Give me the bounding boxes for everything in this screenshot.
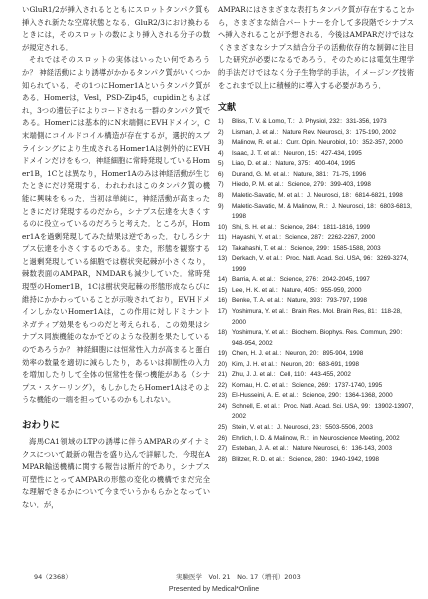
reference-number: 19) [218,350,228,358]
closing-paragraph: 海馬CA1領域のLTPの誘導に伴うAMPARのダイナミクスについて最新の報告を盛り込んで詳解した．今現在AMPAR輸送機構に関する報告は断片的であり，シナプス可塑性にとってAMPARの形態の変化の機構でまだ完全な理解できるかについて今までいうかもらかとなっていない．が， [22,437,210,509]
reference-text: Liao, D. et al.：Nature, 375：400-404, 1995 [232,160,356,168]
reference-list [218,117,414,465]
section-heading: おわりに [22,420,61,431]
reference-item [218,455,414,466]
reference-number: 22) [218,381,228,389]
reference-text: Derkach, V. et al.：Proc. Natl. Acad. Sci. USA, 96：3269-3274, 1999 [232,255,409,273]
reference-text: Hayashi, Y. et al.：Science, 287：2262-2267, 2000 [232,234,376,242]
reference-text: Zhu, J. J. et al.：Cell, 110：443-455, 2002 [232,371,351,379]
reference-text: Blitzer, R. D. et al.：Science, 280：1940-1942, 1998 [232,455,380,463]
reference-item [218,307,414,328]
reference-text: Ehrlich, I. D. & Malinow, R.：in Neuroscience Meeting, 2002 [232,434,400,442]
reference-text: Kornau, H. C. et al.：Science, 269：1737-1740, 1995 [232,381,383,389]
reference-number: 11) [218,234,227,242]
reference-text: Hiedo, P. M. et al.：Science, 279：399-403, 1998 [232,181,371,189]
reference-text: Yoshimura, Y. et al.：Biochem. Biophys. Res. Commun, 290：948-954, 2002 [232,329,407,347]
reference-number: 4) [218,149,224,157]
reference-item [218,138,414,149]
reference-item [218,434,414,445]
reference-text: Lee, H. K. et al.：Nature, 405：955-959, 2000 [232,286,362,294]
reference-item [218,159,414,170]
reference-number: 26) [218,434,228,442]
reference-item [218,444,414,455]
reference-number: 28) [218,455,228,463]
reference-number: 23) [218,392,228,400]
reference-item [218,244,414,255]
reference-number: 13) [218,255,228,263]
reference-number: 27) [218,445,228,453]
reference-text: Maletic-Savatic, M. et al.：J. Neurosci, 18：6814-6821, 1998 [232,191,403,199]
reference-item [218,360,414,371]
reference-item [218,233,414,244]
reference-number: 21) [218,371,228,379]
reference-item [218,128,414,139]
reference-number: 10) [218,223,228,231]
reference-text: Chen, H. J. et al.：Neuron, 20：895-904, 1998 [232,350,364,358]
reference-item [218,381,414,392]
reference-text: Bliss, T. V. & Lomo, T.：J. Physiol, 232：331-356, 1973 [232,118,387,126]
reference-number: 7) [218,181,224,189]
reference-text: Isaac, J. T. et al.：Neuron, 15：427-434, 1995 [232,149,362,157]
reference-number: 17) [218,308,228,315]
reference-number: 6) [218,170,224,178]
left-column [22,4,210,512]
reference-text: Lisman, J. et al.：Nature Rev. Neurosci, 3：175-190, 2002 [232,128,397,136]
reference-number: 15) [218,286,228,294]
publisher-credit: Presented by Medical*Online [168,586,260,593]
reference-item [218,402,414,423]
reference-item [218,117,414,128]
reference-number: 16) [218,297,228,305]
reference-number: 20) [218,360,228,368]
reference-item [218,149,414,160]
reference-number: 8) [218,191,224,199]
reference-text: Benke, T. A. et al.：Nature, 393：793-797, 1998 [232,297,368,305]
reference-item [218,328,414,349]
page-footer [0,572,428,586]
reference-text: Maletic-Savatic, M. & Malinow, R.：J. Neurosci, 18：6803-6813, 1998 [232,202,412,221]
reference-item [218,202,414,223]
reference-item [218,170,414,181]
reference-item [218,423,414,434]
reference-text: Barria, A. et al.：Science, 276：2042-2045, 1997 [232,276,370,284]
reference-item [218,191,414,202]
reference-item [218,349,414,360]
reference-number: 14) [218,276,228,284]
reference-number: 3) [218,139,224,147]
reference-number: 18) [218,329,228,337]
reference-number: 24) [218,402,228,410]
reference-text: Takahashi, T. et al.：Science, 299：1585-1588, 2003 [232,244,381,252]
page-number: 94（2368） [34,573,72,581]
reference-item [218,286,414,297]
reference-item [218,275,414,286]
journal-info: 実験医学 Vol. 21 No. 17（増刊）2003 [176,573,301,581]
reference-number: 2) [218,128,224,136]
reference-number: 9) [218,202,224,210]
reference-text: Esteban, J. A. et al.：Nature Neurosci, 6：136-143, 2003 [232,445,392,453]
reference-text: Malinow, R. et al.：Curr. Opin. Neurobiol, 10：352-357, 2000 [232,139,403,147]
reference-text: El-Husseini, A. E. et al.：Science, 290：1364-1368, 2000 [232,392,393,400]
reference-item [218,370,414,381]
reference-number: 12) [218,244,228,252]
reference-text: Durand, G. M. et al.：Nature, 381：71-75, 1996 [232,170,367,178]
right-column [218,4,414,465]
reference-text: Schnell, E. et al.：Proc. Natl. Acad. Sci. USA, 99：13902-13907, 2002 [232,402,414,421]
reference-number: 5) [218,160,224,168]
reference-item [218,180,414,191]
reference-item [218,296,414,307]
reference-text: Yoshimura, Y. et al.：Brain Res. Mol. Brain Res, 81：118-28, 2000 [232,308,402,326]
reference-text: Kim, J. H. et al.：Neuron, 20：683-691, 1998 [232,360,360,368]
reference-item [218,223,414,234]
reference-item [218,254,414,275]
reference-text: Stein, V. et al.：J. Neurosci, 23：5503-5506, 2003 [232,424,373,432]
body-paragraph: AMPARにはさまざまな表打ちタンパク質が存在することから，さまざまな結合パートナーを介して多段階でシナプスへ挿入されることが予想される．今後はAMPARだけではなくさまざまなシナプス結合分子の活動依存的な制御に注目した研究が必要になるであろう．そのためには電気生理学的手法だけではなく分子生物学的手法，イメージング技術をこれまで以上に積極的に導入する必要があろう． [218,5,414,90]
reference-text: Shi, S. H. et al.：Science, 284：1811-1816, 1999 [232,223,371,231]
reference-number: 1) [218,118,224,126]
body-paragraph: それではそのスロットの実体はいったい何であろうか？ 神経活動により誘導がかかるタンパク質がいくつか知られている．その1つにHomer1Aというタンパク質がある．Homerは，Vesl，PSD-Zip45，cupidinともよばれ，3つの遺伝子によりコードされる一群のタンパク質である。Homerには基本的にN末端側にEVHドメイン，C末端側にコイルドコイル構造が存在するが，選択的スプライシングにより生成されるHomer1Aは例外的にEVHドメインだけをもつ．神経細胞に常時発現しているHomer1B，1Cとは異なり，Homer1Aのみは神経活動が生じたときにだけ発現する．われわれはこのタンパク質の機能に興味をもった．当初は単純に，神経活動が高まったときにだけ発現するのだから，シナプス伝達を大きくするのに役立っているのだろうと考えた．ところが，Homer1Aを過剰発現してみた結果は逆であった．むしろシナプス伝達を小さくするのである。また，形態を観察すると過剰発現している細胞では樹状突起棘が小さくなり，棘数表面のAMPAR，NMDARも減少していた．常時発現型のHomer1B，1Cは樹状突起棘の形態形成ならびに維持にかかわっていることが示唆されており，EVHドメインしかないHomer1Aは，この作用に対しドミナントネガティブ効果をもつのだと考えられる．この効果はシナプス同族機能のなかでどのような役割を果たしているのであろうか？ 神経細胞には恒常性入力が高まると蛋白効率の数量を適切に減らしたり，あるいは抑制性の入力を増加したりして全体の恒常性を保つ機能がある（シナプス・スケーリング），もしかしたらHomer1Aはそのような機能の一端を担っているのかもしれない。 [22,55,210,405]
references-heading: 文献 [218,103,237,114]
reference-number: 25) [218,424,228,432]
reference-item [218,391,414,402]
body-paragraph: いGluR1/2が挿入されるとともにスロットタンパク質も挿入され新たな空席状態となる．GluR2/3におけ換わるときには，そのスロットの数により挿入される分子の数が規定される． [22,5,210,52]
